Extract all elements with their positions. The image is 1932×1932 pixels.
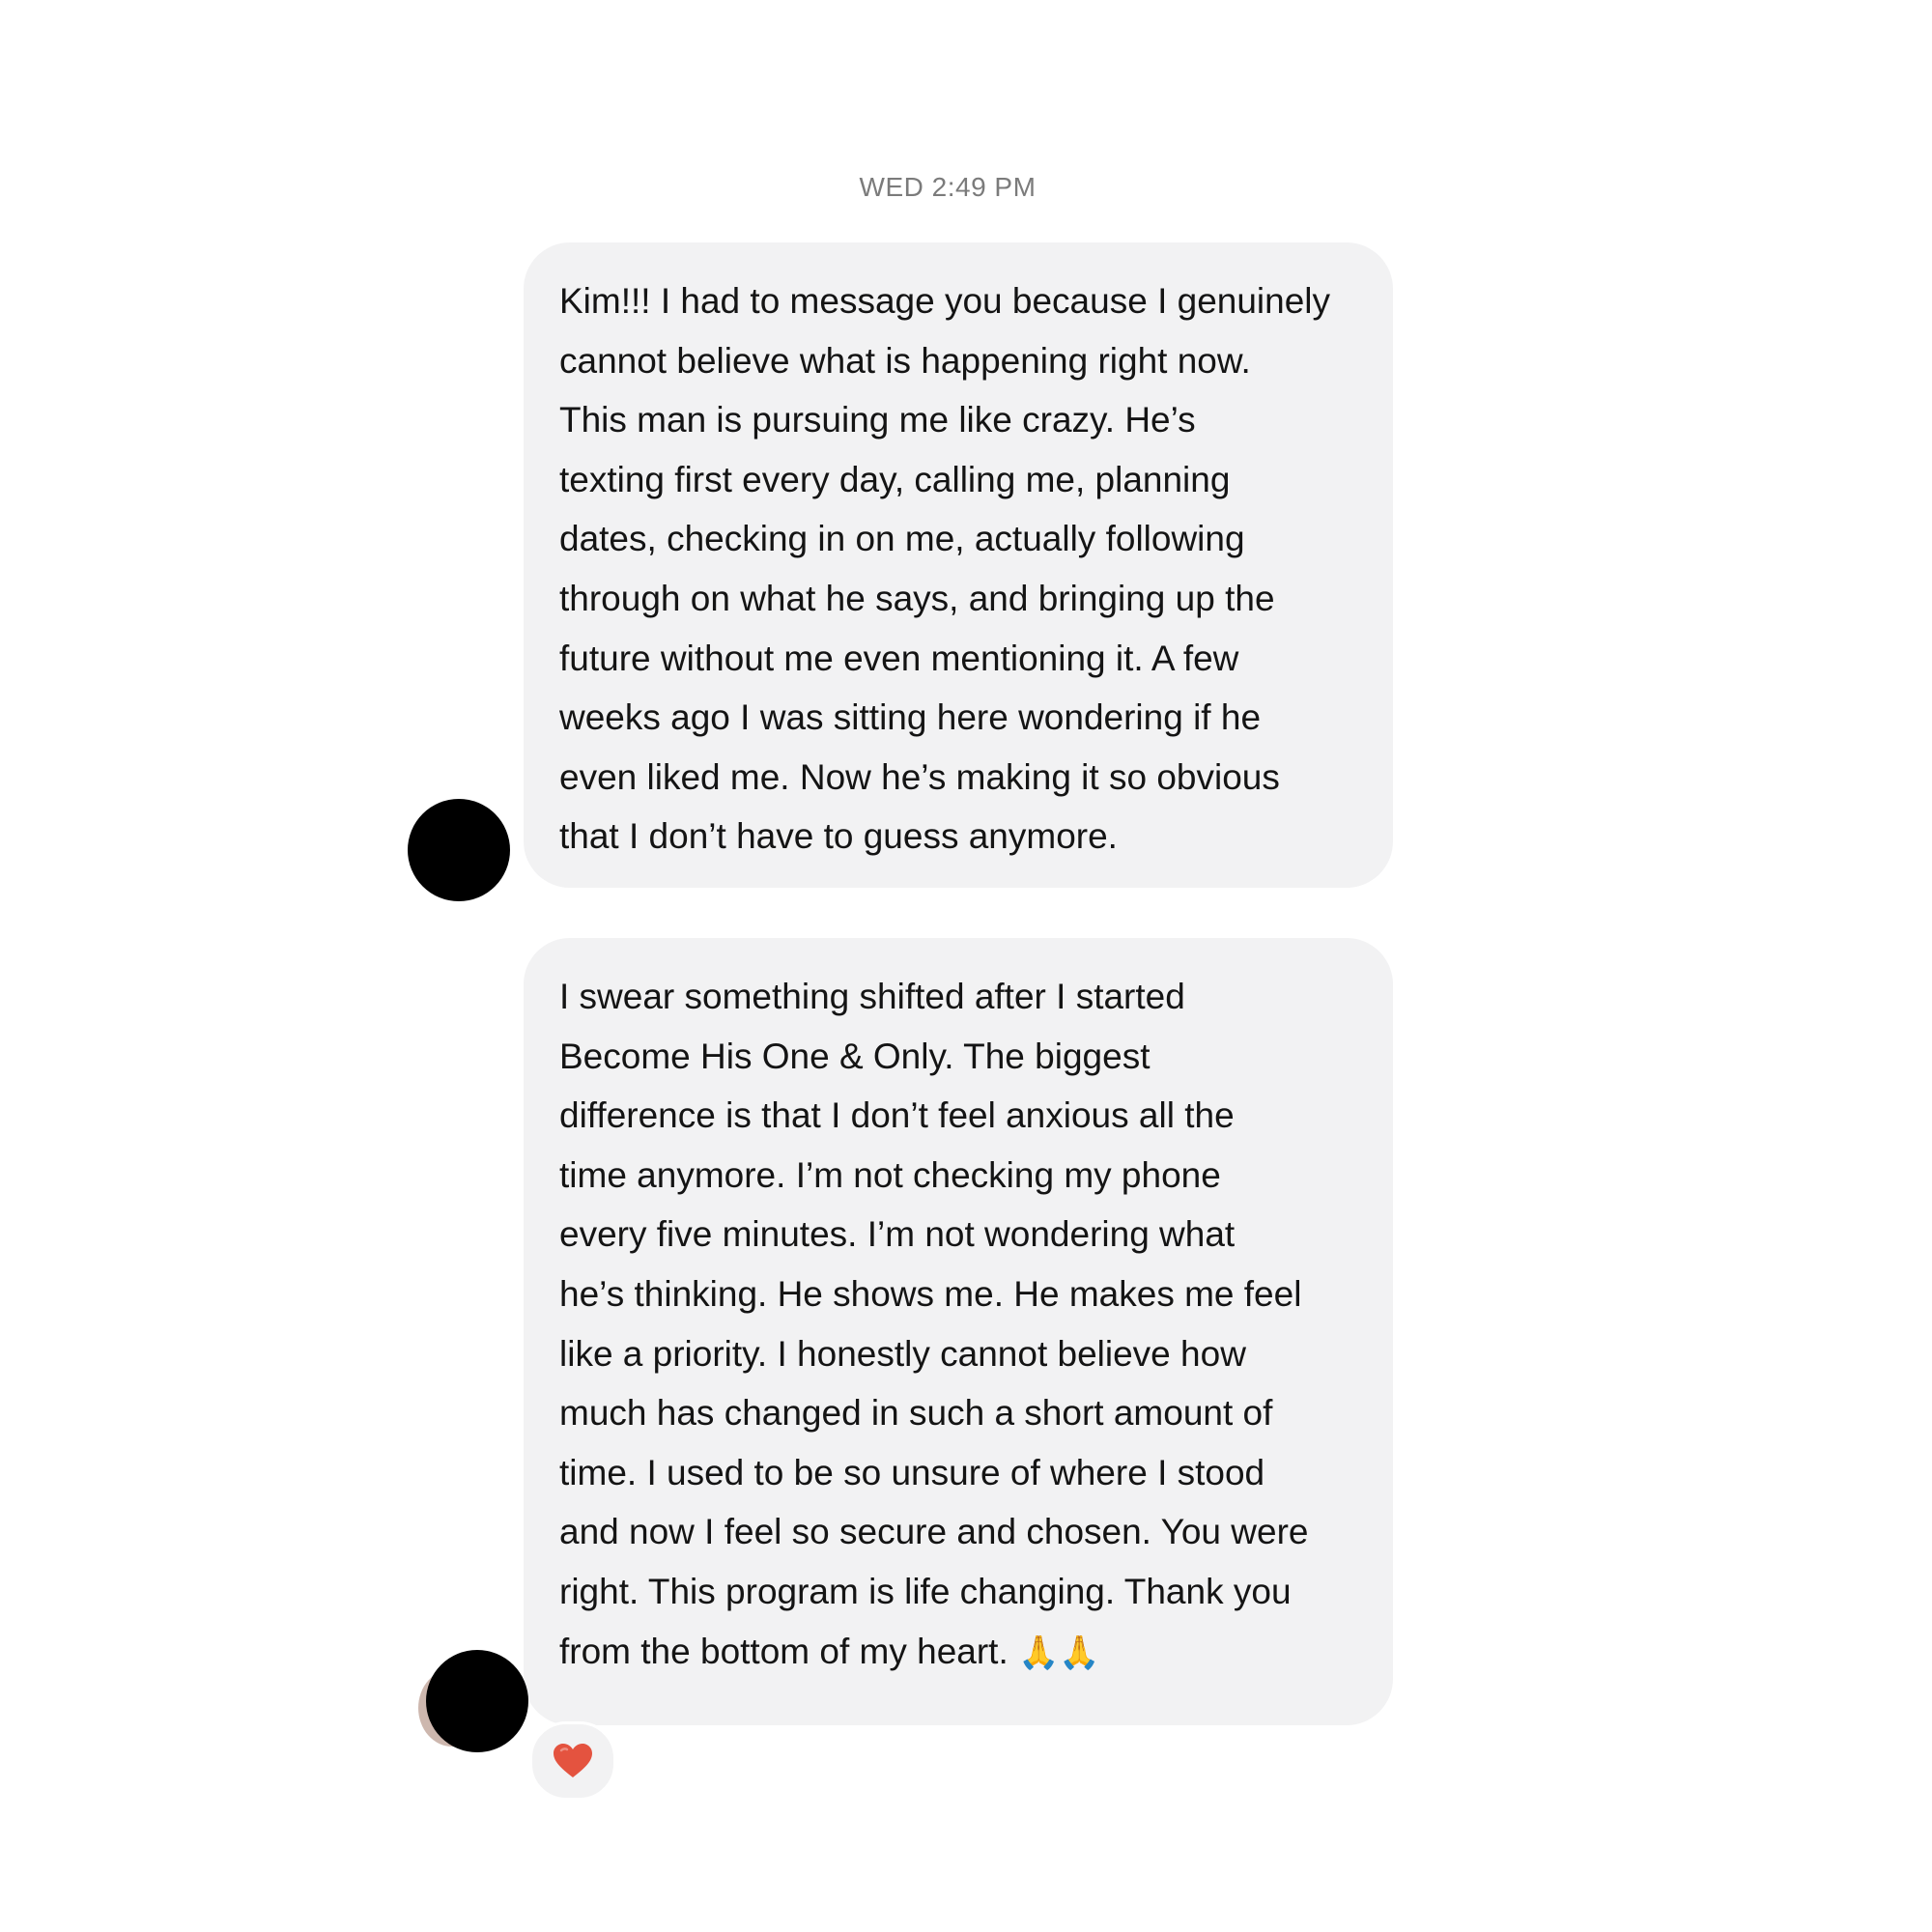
message-text-2-body: I swear something shifted after I started Become His One & Only. The biggest difference is that I don’t feel anxious all the time anymore. I’m not checking my phone every five minutes. I’m not wondering what he’s thinking. He shows me. He makes me feel like a priority. I honestly cannot believe how much has changed in such a short amount of time. I used to be so unsure of where I stood and now I feel so secure and chosen. You were right. This program is life changing. Thank you from the bottom of my heart. — [559, 977, 1309, 1671]
avatar-2[interactable] — [426, 1650, 528, 1752]
avatar-1[interactable] — [408, 799, 510, 901]
message-text-1: Kim!!! I had to message you because I genuinely cannot believe what is happening right now. This man is pursuing me like crazy. He’s texting first every day, calling me, planning dates, checking in on me, actually following through on what he says, and bringing up the future without me even mentioning it. A few weeks ago I was sitting here wondering if he even liked me. Now he’s making it so obvious that I don’t have to guess anymore. — [559, 281, 1331, 857]
heart-icon — [553, 1743, 593, 1779]
message-text-2 — [559, 967, 1364, 1683]
message-timestamp: WED 2:49 PM — [859, 172, 1037, 202]
folded-hands-icon: 🙏🙏 — [1018, 1633, 1100, 1672]
message-bubble-2[interactable] — [524, 938, 1393, 1725]
message-bubble-1[interactable] — [524, 242, 1393, 888]
message-reaction[interactable] — [529, 1721, 616, 1801]
